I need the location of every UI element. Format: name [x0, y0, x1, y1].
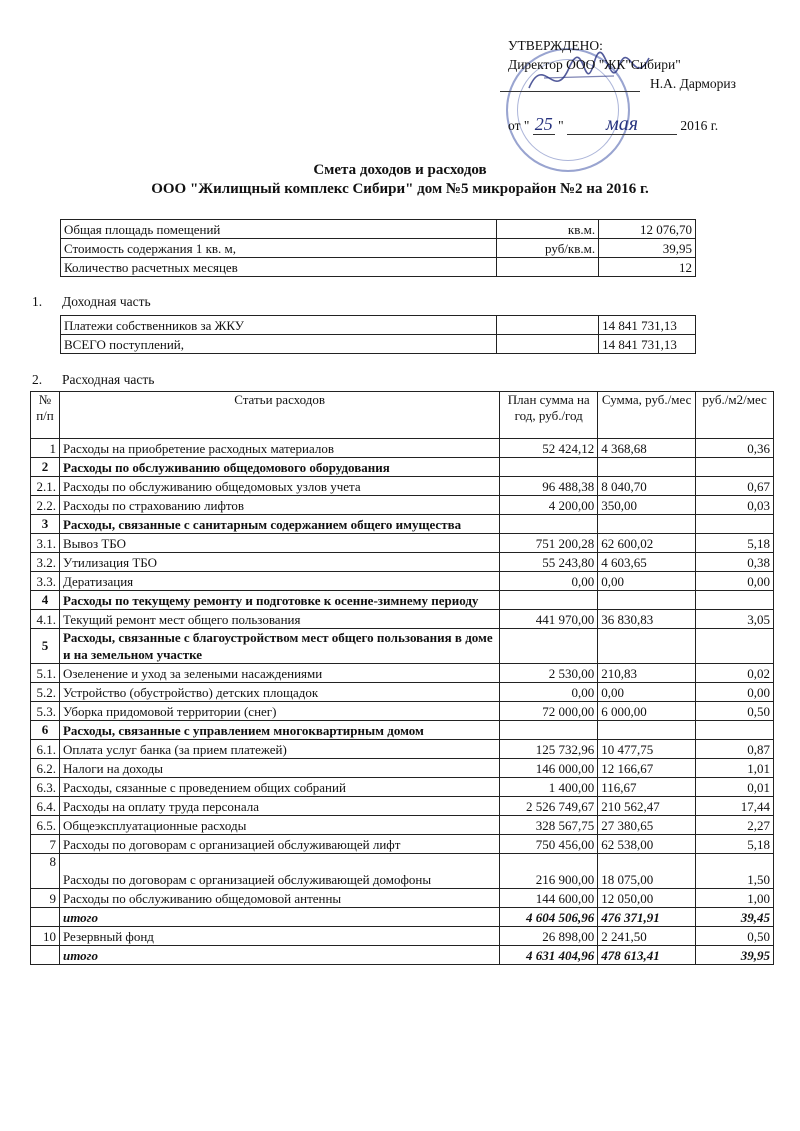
header-year: План сумма на год, руб./год — [500, 392, 598, 439]
expense-row-number: 4.1. — [31, 610, 60, 629]
expense-section-number: 2. — [32, 372, 43, 387]
expense-row — [31, 908, 774, 927]
expense-row-year — [500, 721, 598, 740]
income-empty-cell — [497, 335, 599, 354]
document-subtitle: ООО "Жилищный комплекс Сибири" дом №5 микрорайон №2 на 2016 г. — [151, 181, 649, 197]
expense-row-month: 478 613,41 — [598, 946, 696, 965]
expense-row-year — [500, 515, 598, 534]
expense-row-per-m2: 0,01 — [696, 778, 774, 797]
expense-section-heading — [32, 372, 154, 388]
expense-row-month — [598, 591, 696, 610]
expense-row-name: Расходы на оплату труда персонала — [59, 797, 499, 816]
expense-row-month — [598, 721, 696, 740]
approval-block — [508, 36, 768, 145]
expense-row — [31, 610, 774, 629]
expense-row-number: 5.2. — [31, 683, 60, 702]
date-month: мая — [567, 115, 677, 135]
expense-row-name: Уборка придомовой территории (снег) — [59, 702, 499, 721]
income-row — [61, 335, 696, 354]
income-section-title: Доходная часть — [62, 294, 151, 309]
expense-row-number: 3.3. — [31, 572, 60, 591]
expense-row-month: 27 380,65 — [598, 816, 696, 835]
expense-row-year: 441 970,00 — [500, 610, 598, 629]
expense-row-number: 2 — [31, 458, 60, 477]
expense-row-name: Утилизация ТБО — [59, 553, 499, 572]
expense-row-per-m2: 0,87 — [696, 740, 774, 759]
income-section-number: 1. — [32, 294, 43, 309]
expense-row — [31, 835, 774, 854]
expense-row-year: 52 424,12 — [500, 439, 598, 458]
expense-row-per-m2: 3,05 — [696, 610, 774, 629]
expense-row — [31, 854, 774, 889]
expense-row-number: 4 — [31, 591, 60, 610]
expense-row-month: 8 040,70 — [598, 477, 696, 496]
expense-row-per-m2: 5,18 — [696, 534, 774, 553]
expense-row-month — [598, 629, 696, 664]
expense-row-month: 210 562,47 — [598, 797, 696, 816]
expense-row-year — [500, 458, 598, 477]
expense-row-per-m2: 5,18 — [696, 835, 774, 854]
expense-row-month: 4 603,65 — [598, 553, 696, 572]
expense-row — [31, 664, 774, 683]
expense-row-per-m2 — [696, 629, 774, 664]
expense-row-month: 62 538,00 — [598, 835, 696, 854]
expense-row — [31, 591, 774, 610]
expense-row — [31, 572, 774, 591]
expense-row-number: 10 — [31, 927, 60, 946]
income-value: 14 841 731,13 — [599, 316, 696, 335]
expense-row-number: 6.4. — [31, 797, 60, 816]
expense-row-per-m2 — [696, 458, 774, 477]
expense-row — [31, 458, 774, 477]
expense-row-year: 216 900,00 — [500, 854, 598, 889]
expense-row — [31, 889, 774, 908]
expense-row — [31, 946, 774, 965]
expense-row-year: 328 567,75 — [500, 816, 598, 835]
header-month: Сумма, руб./мес — [598, 392, 696, 439]
expense-row — [31, 740, 774, 759]
expense-row-name: Расходы по договорам с организацией обслуживающей лифт — [59, 835, 499, 854]
expense-row-month: 0,00 — [598, 683, 696, 702]
expense-row-number: 6.3. — [31, 778, 60, 797]
approval-name: Н.А. Дармориз — [650, 76, 736, 91]
expense-row — [31, 778, 774, 797]
expense-row-name: Устройство (обустройство) детских площадок — [59, 683, 499, 702]
expense-row-year: 125 732,96 — [500, 740, 598, 759]
document-title: Смета доходов и расходов — [313, 162, 487, 178]
expense-row-per-m2: 0,50 — [696, 927, 774, 946]
expense-row-name: Озеленение и уход за зелеными насаждениями — [59, 664, 499, 683]
expense-row-per-m2 — [696, 721, 774, 740]
income-section-heading — [32, 294, 151, 310]
expense-row-name: Расходы по страхованию лифтов — [59, 496, 499, 515]
expense-section-title: Расходная часть — [62, 372, 155, 387]
expense-row-month — [598, 515, 696, 534]
expense-row-number — [31, 908, 60, 927]
expense-row — [31, 477, 774, 496]
expense-row-year: 2 526 749,67 — [500, 797, 598, 816]
info-value: 39,95 — [599, 239, 696, 258]
income-row — [61, 316, 696, 335]
expense-row-year — [500, 591, 598, 610]
expense-row-name: Расходы по обслуживанию общедомового оборудования — [59, 458, 499, 477]
expense-row-year: 55 243,80 — [500, 553, 598, 572]
date-mid: " — [558, 118, 564, 133]
expense-row-number: 1 — [31, 439, 60, 458]
expense-row-number: 2.1. — [31, 477, 60, 496]
expense-row-month: 12 050,00 — [598, 889, 696, 908]
expense-row-name: Расходы, сязанные с проведением общих собраний — [59, 778, 499, 797]
expense-row-year: 4 604 506,96 — [500, 908, 598, 927]
header-per-m2: руб./м2/мес — [696, 392, 774, 439]
expense-row-number: 5.3. — [31, 702, 60, 721]
expense-row-name: Расходы, связанные с управлением многоквартирным домом — [59, 721, 499, 740]
expense-row-name: Резервный фонд — [59, 927, 499, 946]
expense-row-per-m2: 1,50 — [696, 854, 774, 889]
expense-row — [31, 496, 774, 515]
expense-row-year: 0,00 — [500, 572, 598, 591]
expense-row-per-m2: 0,02 — [696, 664, 774, 683]
expense-row-name: Текущий ремонт мест общего пользования — [59, 610, 499, 629]
expense-row-name: итого — [59, 908, 499, 927]
expense-row-year: 144 600,00 — [500, 889, 598, 908]
expense-row-month: 6 000,00 — [598, 702, 696, 721]
expense-row-year: 750 456,00 — [500, 835, 598, 854]
expense-table — [30, 391, 774, 965]
expense-row-year: 751 200,28 — [500, 534, 598, 553]
expense-row-per-m2: 1,00 — [696, 889, 774, 908]
info-row — [61, 220, 696, 239]
info-unit: руб/кв.м. — [497, 239, 599, 258]
expense-row-month: 476 371,91 — [598, 908, 696, 927]
expense-row-month: 350,00 — [598, 496, 696, 515]
info-unit — [497, 258, 599, 277]
info-row — [61, 239, 696, 258]
expense-row-number: 3.2. — [31, 553, 60, 572]
expense-row-number: 9 — [31, 889, 60, 908]
expense-row-month: 62 600,02 — [598, 534, 696, 553]
expense-row-per-m2: 0,67 — [696, 477, 774, 496]
expense-row-number: 3.1. — [31, 534, 60, 553]
expense-row-per-m2: 0,50 — [696, 702, 774, 721]
expense-row-number: 5 — [31, 629, 60, 664]
expense-row — [31, 553, 774, 572]
expense-row — [31, 439, 774, 458]
expense-row-number: 5.1. — [31, 664, 60, 683]
expense-row — [31, 797, 774, 816]
expense-row-month: 116,67 — [598, 778, 696, 797]
expense-row-month: 2 241,50 — [598, 927, 696, 946]
income-table — [60, 315, 696, 354]
date-year: 2016 г. — [680, 118, 719, 133]
expense-row-number: 2.2. — [31, 496, 60, 515]
info-label: Общая площадь помещений — [61, 220, 497, 239]
expense-row-number: 6.5. — [31, 816, 60, 835]
expense-row-name: Общеэксплуатационные расходы — [59, 816, 499, 835]
expense-row-month: 210,83 — [598, 664, 696, 683]
header-item: Статьи расходов — [59, 392, 499, 439]
expense-row-month: 36 830,83 — [598, 610, 696, 629]
expense-row-per-m2: 0,00 — [696, 572, 774, 591]
expense-row-per-m2 — [696, 591, 774, 610]
expense-row-name: Расходы, связанные с благоустройством мест общего пользования в доме и на земельном участке — [59, 629, 499, 664]
expense-row-name: Вывоз ТБО — [59, 534, 499, 553]
expense-row-month: 0,00 — [598, 572, 696, 591]
info-table — [60, 219, 696, 277]
expense-row-year — [500, 629, 598, 664]
expense-row-number: 6.1. — [31, 740, 60, 759]
expense-row-per-m2: 0,00 — [696, 683, 774, 702]
expense-row-per-m2: 39,95 — [696, 946, 774, 965]
expense-row-year: 146 000,00 — [500, 759, 598, 778]
expense-row-name: Расходы по обслуживанию общедомовых узлов учета — [59, 477, 499, 496]
expense-row-month: 18 075,00 — [598, 854, 696, 889]
expense-row-year: 26 898,00 — [500, 927, 598, 946]
expense-row-per-m2: 0,03 — [696, 496, 774, 515]
info-unit: кв.м. — [497, 220, 599, 239]
expense-row-month: 4 368,68 — [598, 439, 696, 458]
expense-row-per-m2: 0,38 — [696, 553, 774, 572]
expense-row-year: 4 200,00 — [500, 496, 598, 515]
income-value: 14 841 731,13 — [599, 335, 696, 354]
expense-row-year: 0,00 — [500, 683, 598, 702]
date-day: 25 — [534, 114, 553, 134]
expense-row-name: Оплата услуг банка (за прием платежей) — [59, 740, 499, 759]
expense-row-name: Расходы по обслуживанию общедомовой антенны — [59, 889, 499, 908]
info-value: 12 — [599, 258, 696, 277]
expense-row — [31, 629, 774, 664]
expense-row-year: 72 000,00 — [500, 702, 598, 721]
expense-row-per-m2: 17,44 — [696, 797, 774, 816]
expense-row-number: 8 — [31, 854, 60, 889]
income-label: ВСЕГО поступлений, — [61, 335, 497, 354]
expense-row-year: 1 400,00 — [500, 778, 598, 797]
approval-heading: УТВЕРЖДЕНО: — [508, 38, 603, 53]
income-empty-cell — [497, 316, 599, 335]
expense-row-name: Расходы по текущему ремонту и подготовке к осенне-зимнему периоду — [59, 591, 499, 610]
expense-row — [31, 721, 774, 740]
expense-row-number: 6.2. — [31, 759, 60, 778]
expense-row-per-m2: 1,01 — [696, 759, 774, 778]
expense-row — [31, 515, 774, 534]
expense-row-number: 6 — [31, 721, 60, 740]
expense-row — [31, 534, 774, 553]
date-prefix: от " — [508, 118, 530, 133]
expense-row-per-m2: 2,27 — [696, 816, 774, 835]
expense-row-name: Дератизация — [59, 572, 499, 591]
expense-row — [31, 816, 774, 835]
expense-row-number: 7 — [31, 835, 60, 854]
expense-row-name: Расходы по договорам с организацией обслуживающей домофоны — [59, 854, 499, 889]
header-num: № п/п — [31, 392, 60, 439]
expense-row-per-m2 — [696, 515, 774, 534]
expense-row-year: 4 631 404,96 — [500, 946, 598, 965]
income-label: Платежи собственников за ЖКУ — [61, 316, 497, 335]
expense-row — [31, 683, 774, 702]
expense-row-month: 12 166,67 — [598, 759, 696, 778]
expense-row-number — [31, 946, 60, 965]
expense-row-month — [598, 458, 696, 477]
expense-row-year: 96 488,38 — [500, 477, 598, 496]
approval-position: Директор ООО "ЖК"Сибири" — [508, 57, 681, 72]
expense-row — [31, 927, 774, 946]
expense-row-name: Расходы на приобретение расходных материалов — [59, 439, 499, 458]
info-label: Количество расчетных месяцев — [61, 258, 497, 277]
info-row — [61, 258, 696, 277]
expense-row-year: 2 530,00 — [500, 664, 598, 683]
expense-row-name: итого — [59, 946, 499, 965]
expense-row-per-m2: 0,36 — [696, 439, 774, 458]
expense-row-name: Налоги на доходы — [59, 759, 499, 778]
info-value: 12 076,70 — [599, 220, 696, 239]
info-label: Стоимость содержания 1 кв. м, — [61, 239, 497, 258]
expense-row — [31, 759, 774, 778]
expense-row — [31, 702, 774, 721]
expense-row-month: 10 477,75 — [598, 740, 696, 759]
expense-row-per-m2: 39,45 — [696, 908, 774, 927]
expense-header-row — [31, 392, 774, 439]
expense-row-name: Расходы, связанные с санитарным содержанием общего имущества — [59, 515, 499, 534]
expense-row-number: 3 — [31, 515, 60, 534]
